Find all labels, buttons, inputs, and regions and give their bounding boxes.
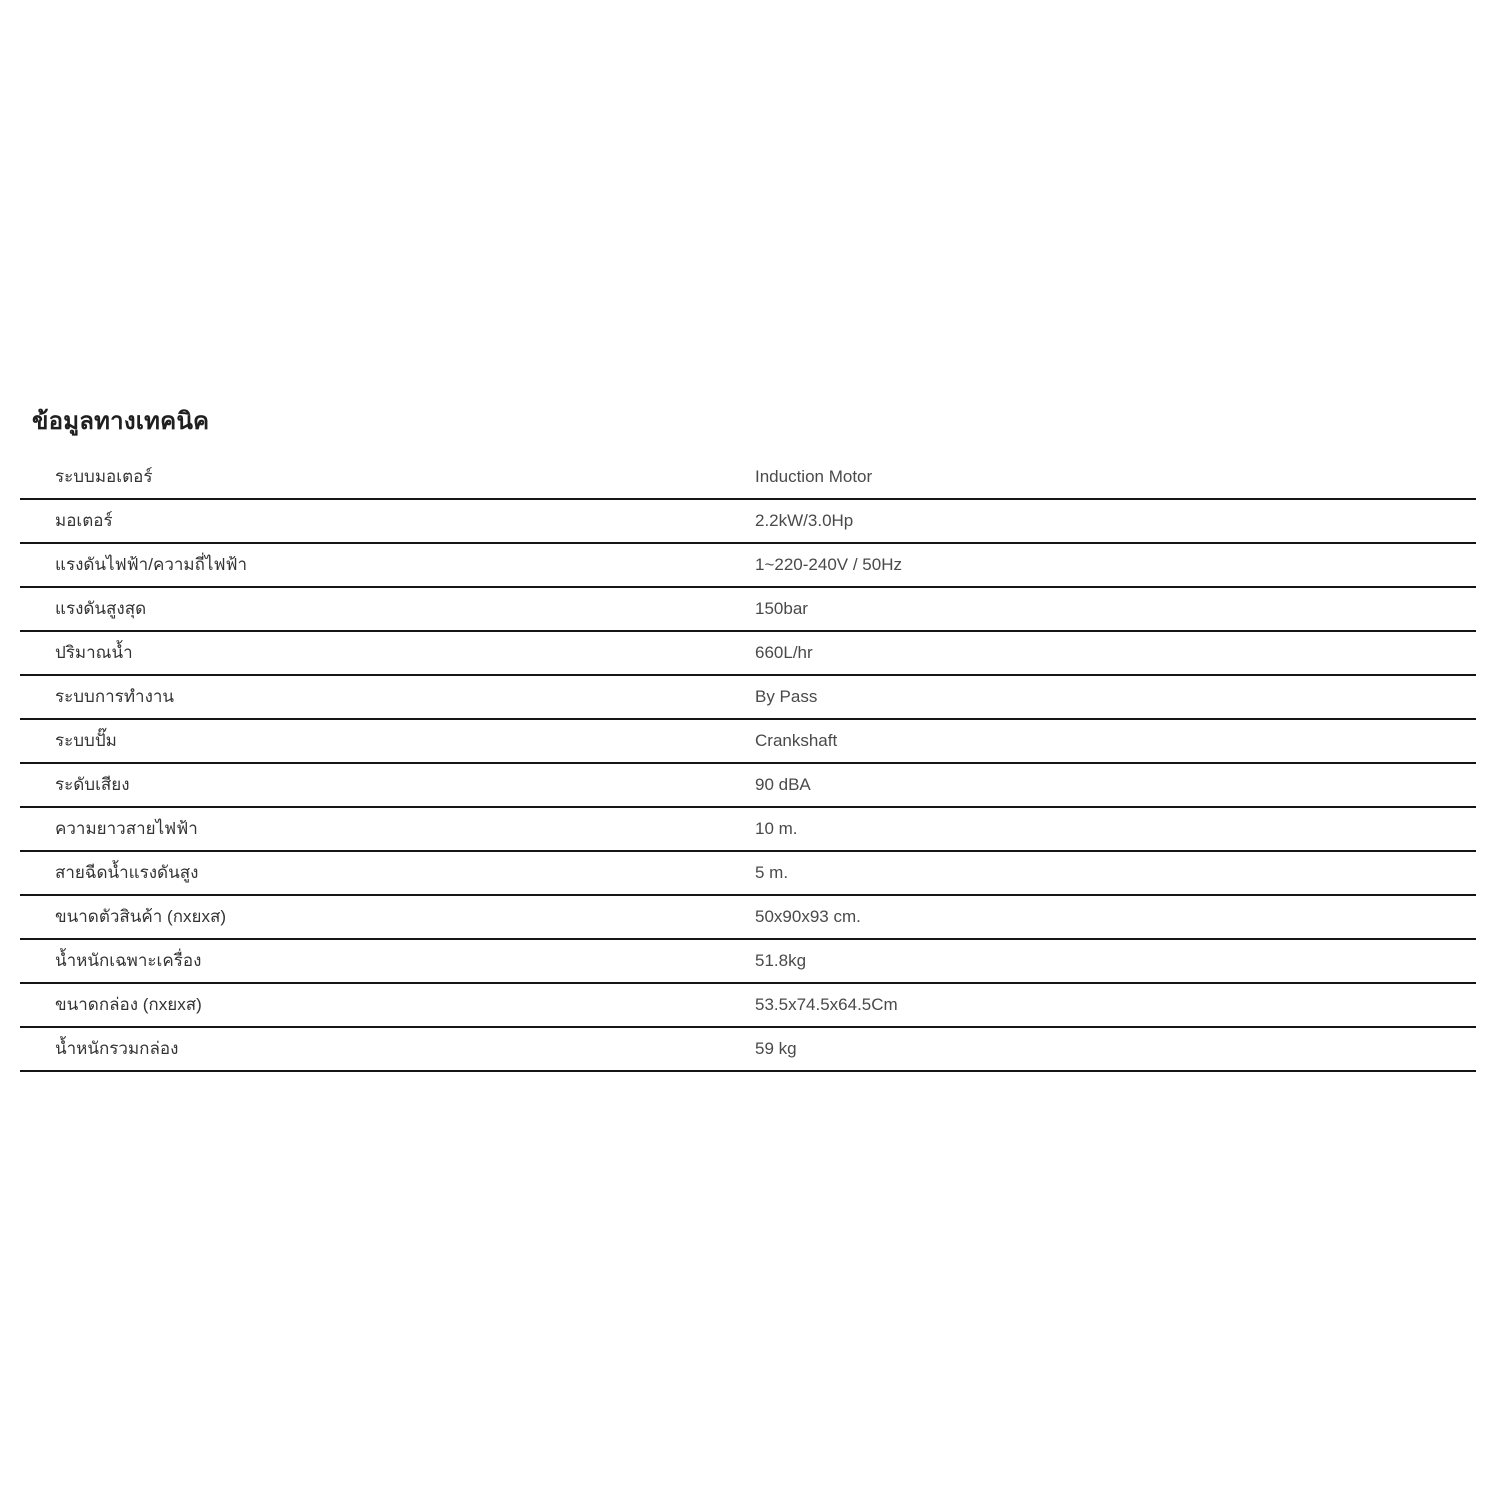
spec-label: สายฉีดน้ำแรงดันสูง bbox=[55, 863, 199, 882]
spec-label: น้ำหนักเฉพาะเครื่อง bbox=[55, 951, 202, 970]
table-row bbox=[20, 808, 1476, 852]
spec-value: By Pass bbox=[755, 687, 818, 706]
table-row bbox=[20, 984, 1476, 1028]
spec-label: ระบบมอเตอร์ bbox=[55, 467, 153, 486]
spec-label: ระบบปั๊ม bbox=[55, 731, 117, 750]
spec-value: 59 kg bbox=[755, 1039, 797, 1058]
spec-value: 90 dBA bbox=[755, 775, 811, 794]
spec-label: แรงดันไฟฟ้า/ความถี่ไฟฟ้า bbox=[55, 555, 248, 574]
spec-table bbox=[20, 456, 1476, 1072]
table-row bbox=[20, 676, 1476, 720]
spec-label: แรงดันสูงสุด bbox=[55, 599, 147, 618]
spec-label: ระดับเสียง bbox=[55, 775, 130, 794]
spec-value: 53.5x74.5x64.5Cm bbox=[755, 995, 898, 1014]
table-row bbox=[20, 632, 1476, 676]
table-row bbox=[20, 500, 1476, 544]
spec-value: 2.2kW/3.0Hp bbox=[755, 511, 854, 530]
spec-label: น้ำหนักรวมกล่อง bbox=[55, 1039, 179, 1058]
spec-value: 5 m. bbox=[755, 863, 789, 882]
spec-value: Induction Motor bbox=[755, 467, 873, 486]
spec-value: 660L/hr bbox=[755, 643, 813, 662]
table-row bbox=[20, 896, 1476, 940]
table-row bbox=[20, 544, 1476, 588]
spec-value: 1~220-240V / 50Hz bbox=[755, 555, 902, 574]
spec-label: ปริมาณน้ำ bbox=[55, 643, 133, 662]
table-row bbox=[20, 1028, 1476, 1072]
table-row bbox=[20, 764, 1476, 808]
page-title: ข้อมูลทางเทคนิค bbox=[32, 408, 210, 435]
table-row bbox=[20, 940, 1476, 984]
spec-label: ระบบการทำงาน bbox=[55, 687, 175, 706]
table-row bbox=[20, 720, 1476, 764]
table-row bbox=[20, 456, 1476, 500]
spec-label: มอเตอร์ bbox=[55, 511, 113, 530]
table-row bbox=[20, 852, 1476, 896]
spec-value: 150bar bbox=[755, 599, 808, 618]
spec-label: ขนาดตัวสินค้า (กxยxส) bbox=[55, 907, 227, 926]
spec-value: 10 m. bbox=[755, 819, 798, 838]
spec-label: ขนาดกล่อง (กxยxส) bbox=[55, 995, 202, 1014]
table-row bbox=[20, 588, 1476, 632]
spec-value: Crankshaft bbox=[755, 731, 838, 750]
spec-value: 51.8kg bbox=[755, 951, 807, 970]
spec-label: ความยาวสายไฟฟ้า bbox=[55, 819, 198, 838]
spec-value: 50x90x93 cm. bbox=[755, 907, 861, 926]
